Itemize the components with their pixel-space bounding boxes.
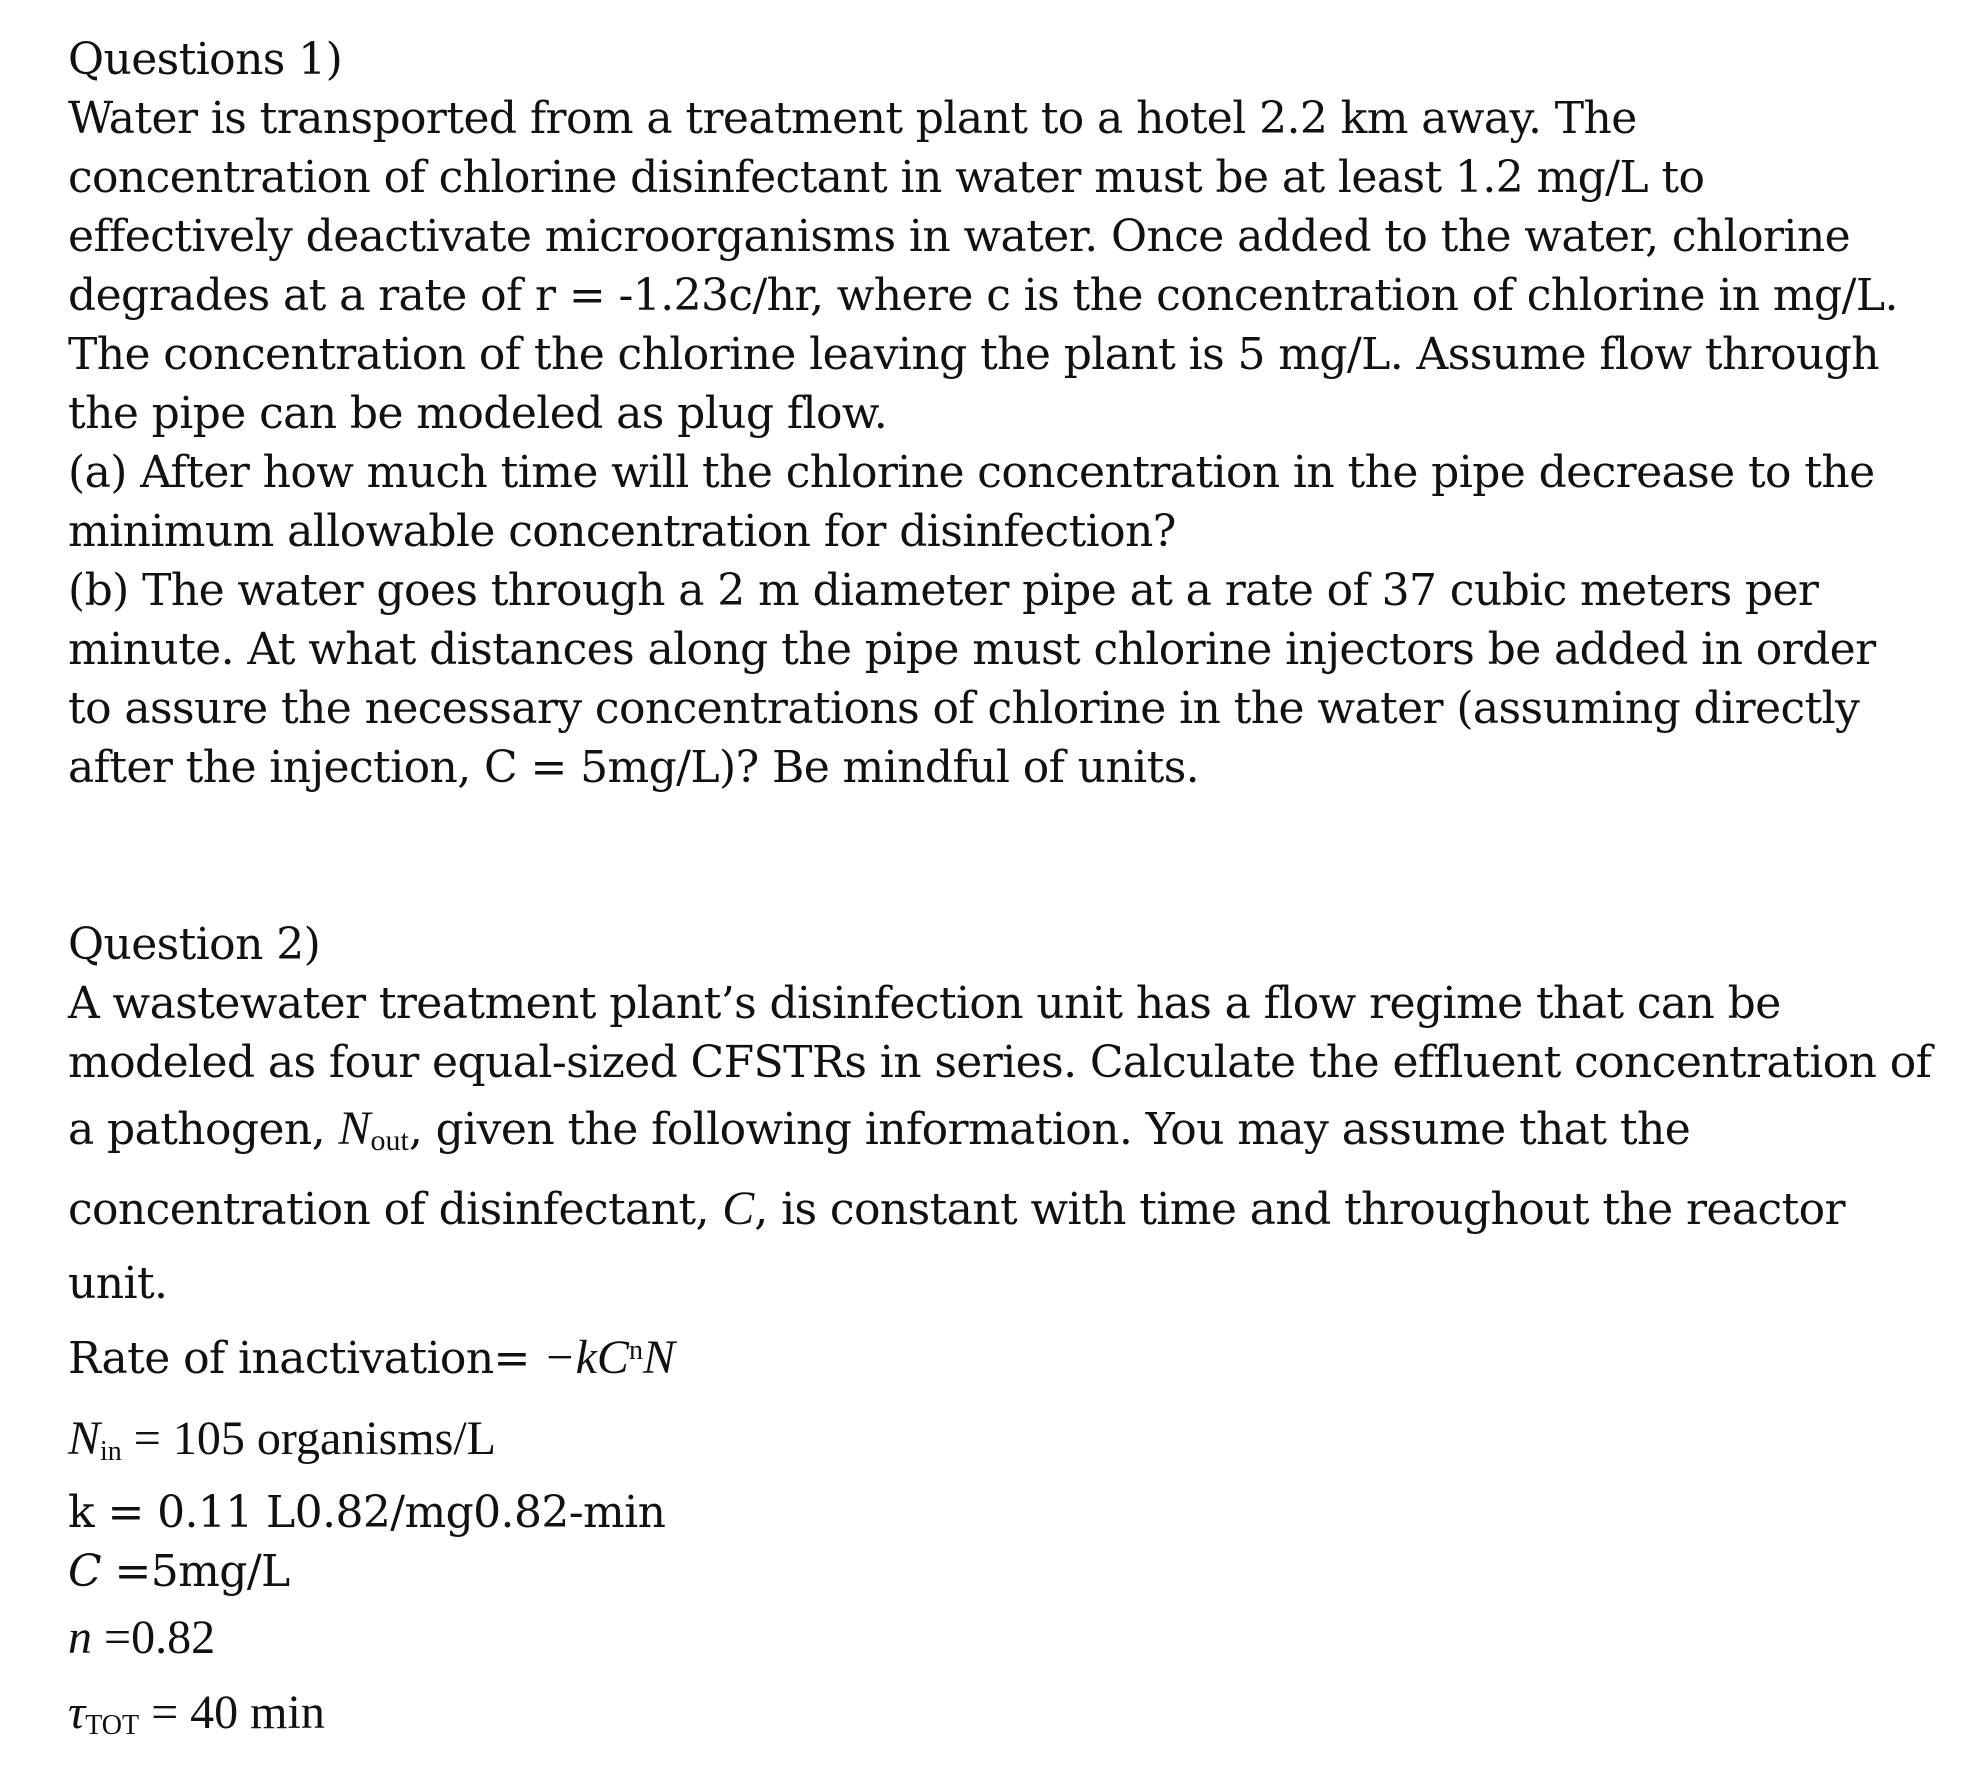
exponent-n: n bbox=[628, 1335, 643, 1366]
q1-line: Water is transported from a treatment plant to a hotel 2.2 km away. The bbox=[68, 93, 1637, 144]
q2-line-disinfectant bbox=[68, 1172, 1928, 1247]
subscript-tot: TOT bbox=[85, 1710, 140, 1741]
q1-part-a: (a) After how much time will the chlorine concentration in the pipe decrease to the bbox=[68, 447, 1875, 498]
question-1-title: Questions 1) bbox=[68, 34, 343, 85]
q1-part-b: (b) The water goes through a 2 m diameter pipe at a rate of 37 cubic meters per bbox=[68, 565, 1819, 616]
subscript-in: in bbox=[100, 1436, 122, 1467]
question-2-body bbox=[68, 974, 1932, 1757]
n-value: =0.82 bbox=[92, 1611, 216, 1664]
q1-line: degrades at a rate of r = -1.23c/hr, where c is the concentration of chlorine in mg/L. bbox=[68, 270, 1898, 321]
q2-line-pathogen bbox=[68, 1092, 1928, 1172]
rate-label: Rate of inactivation= bbox=[68, 1333, 544, 1384]
nin-value: = 105 organisms/L bbox=[121, 1412, 496, 1465]
q1-line: The concentration of the chlorine leaving the plant is 5 mg/L. Assume flow through bbox=[68, 329, 1880, 380]
document-page bbox=[68, 30, 1932, 1757]
rate-expression: −kC bbox=[543, 1331, 629, 1384]
text-fragment: concentration of disinfectant, bbox=[68, 1184, 723, 1235]
q1-line: after the injection, C = 5mg/L)? Be mindful of units. bbox=[68, 742, 1200, 793]
tau-symbol: τ bbox=[68, 1686, 86, 1739]
text-fragment: , given the following information. You may assume that the bbox=[408, 1104, 1691, 1155]
c-given bbox=[68, 1542, 1928, 1601]
q1-line: minimum allowable concentration for disinfection? bbox=[68, 506, 1176, 557]
q1-line: effectively deactivate microorganisms in water. Once added to the water, chlorine bbox=[68, 211, 1851, 262]
q2-line: A wastewater treatment plant’s disinfection unit has a flow regime that can be bbox=[68, 978, 1781, 1029]
c-value: =5mg/L bbox=[101, 1546, 290, 1597]
q1-line: to assure the necessary concentrations of chlorine in the water (assuming directly bbox=[68, 683, 1860, 734]
q2-line: modeled as four equal-sized CFSTRs in series. Calculate the effluent concentration of bbox=[68, 1037, 1932, 1088]
q1-line: minute. At what distances along the pipe must chlorine injectors be added in order bbox=[68, 624, 1876, 675]
text-fragment: a pathogen, bbox=[68, 1104, 339, 1155]
q1-line: the pipe can be modeled as plug flow. bbox=[68, 388, 888, 439]
question-1-body bbox=[68, 89, 1928, 797]
n-given bbox=[68, 1601, 1928, 1676]
variable-n: N bbox=[68, 1412, 101, 1465]
subscript-out: out bbox=[370, 1124, 409, 1157]
text-fragment: , is constant with time and throughout the reactor bbox=[754, 1184, 1845, 1235]
tau-given bbox=[68, 1676, 1928, 1757]
question-2-title: Question 2) bbox=[68, 919, 321, 970]
q2-line: unit. bbox=[68, 1258, 168, 1309]
k-given: k = 0.11 L0.82/mg0.82-min bbox=[68, 1487, 666, 1538]
variable-c: C bbox=[722, 1182, 755, 1235]
rate-of-inactivation bbox=[68, 1321, 1928, 1402]
q1-line: concentration of chlorine disinfectant in water must be at least 1.2 mg/L to bbox=[68, 152, 1705, 203]
nin-given bbox=[68, 1402, 1928, 1483]
variable-n: N bbox=[338, 1102, 371, 1155]
rate-expression-n: N bbox=[642, 1331, 675, 1384]
variable-c: C bbox=[68, 1546, 102, 1597]
variable-n-exponent: n bbox=[68, 1611, 92, 1664]
tau-value: = 40 min bbox=[139, 1686, 325, 1739]
section-spacer bbox=[68, 797, 1928, 915]
